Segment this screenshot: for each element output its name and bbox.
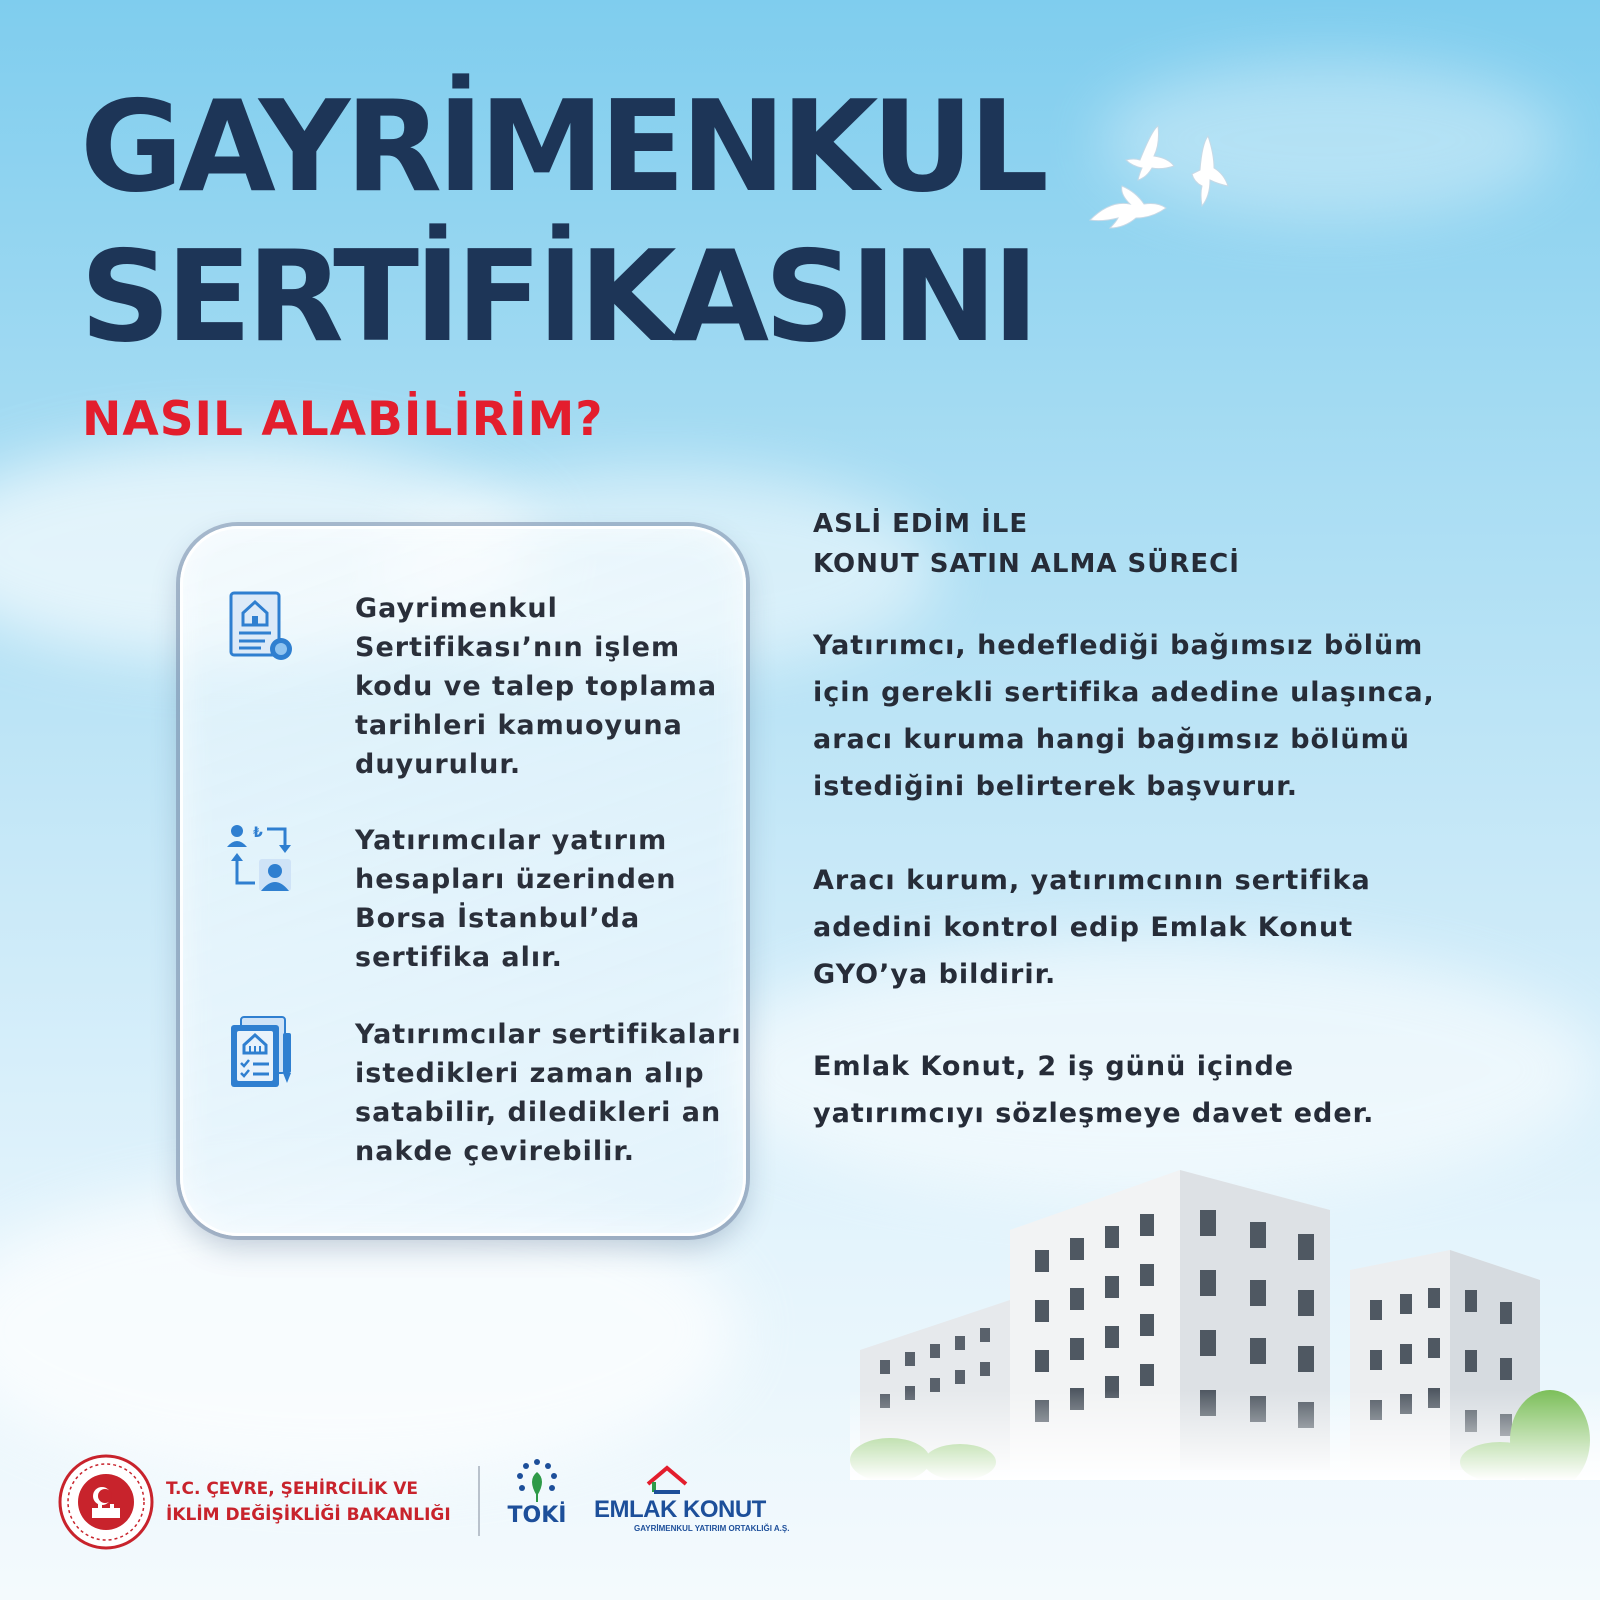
process-paragraph: Yatırımcı, hedeflediği bağımsız bölüm için gerekli sertifika adedine ulaşınca, aracı kuruma hangi bağımsız bölümü istediğini belirterek başvurur. <box>813 630 1435 802</box>
toki-logo-icon <box>512 1458 562 1504</box>
process-title: ASLİ EDİM İLE KONUT SATIN ALMA SÜRECİ <box>813 509 1240 579</box>
step-text: Yatırımcılar yatırım hesapları üzerinden Borsa İstanbul’da sertifika alır. <box>355 825 677 973</box>
headline-line-2: SERTİFİKASINI <box>80 223 1035 370</box>
process-paragraph: Aracı kurum, yatırımcının sertifika adedini kontrol edip Emlak Konut GYO’ya bildirir. <box>813 865 1371 990</box>
ministry-name: T.C. ÇEVRE, ŞEHİRCİLİK VE İKLİM DEĞİŞİKLİĞİ BAKANLIĞI <box>166 1479 451 1525</box>
emlak-konut-roof-icon <box>644 1462 690 1496</box>
investor-exchange-icon <box>219 821 297 897</box>
headline-line-1: GAYRİMENKUL <box>80 73 1044 220</box>
toki-name: TOKİ <box>507 1503 567 1528</box>
apartment-buildings-image <box>850 1170 1600 1480</box>
emlak-konut-subtitle: GAYRİMENKUL YATIRIM ORTAKLIĞI A.Ş. <box>634 1524 790 1533</box>
subheadline: NASIL ALABİLİRİM? <box>82 392 604 447</box>
svg-text:₺: ₺ <box>253 825 263 841</box>
process-paragraph: Emlak Konut, 2 iş günü içinde yatırımcıyı sözleşmeye davet eder. <box>813 1051 1375 1129</box>
footer-divider <box>478 1466 480 1536</box>
step-text: Yatırımcılar sertifikaları istedikleri zaman alıp satabilir, diledikleri an nakde çevirebilir. <box>355 1019 742 1167</box>
house-document-icon <box>227 589 297 665</box>
ministry-seal-icon <box>56 1452 156 1552</box>
certificate-checklist-icon <box>227 1015 297 1091</box>
step-text: Gayrimenkul Sertifikası’nın işlem kodu ve talep toplama tarihleri kamuoyuna duyurulur. <box>355 593 718 780</box>
doves-icon <box>1080 120 1260 260</box>
emlak-konut-name: EMLAK KONUT <box>594 1496 766 1523</box>
steps-card <box>180 526 746 1236</box>
